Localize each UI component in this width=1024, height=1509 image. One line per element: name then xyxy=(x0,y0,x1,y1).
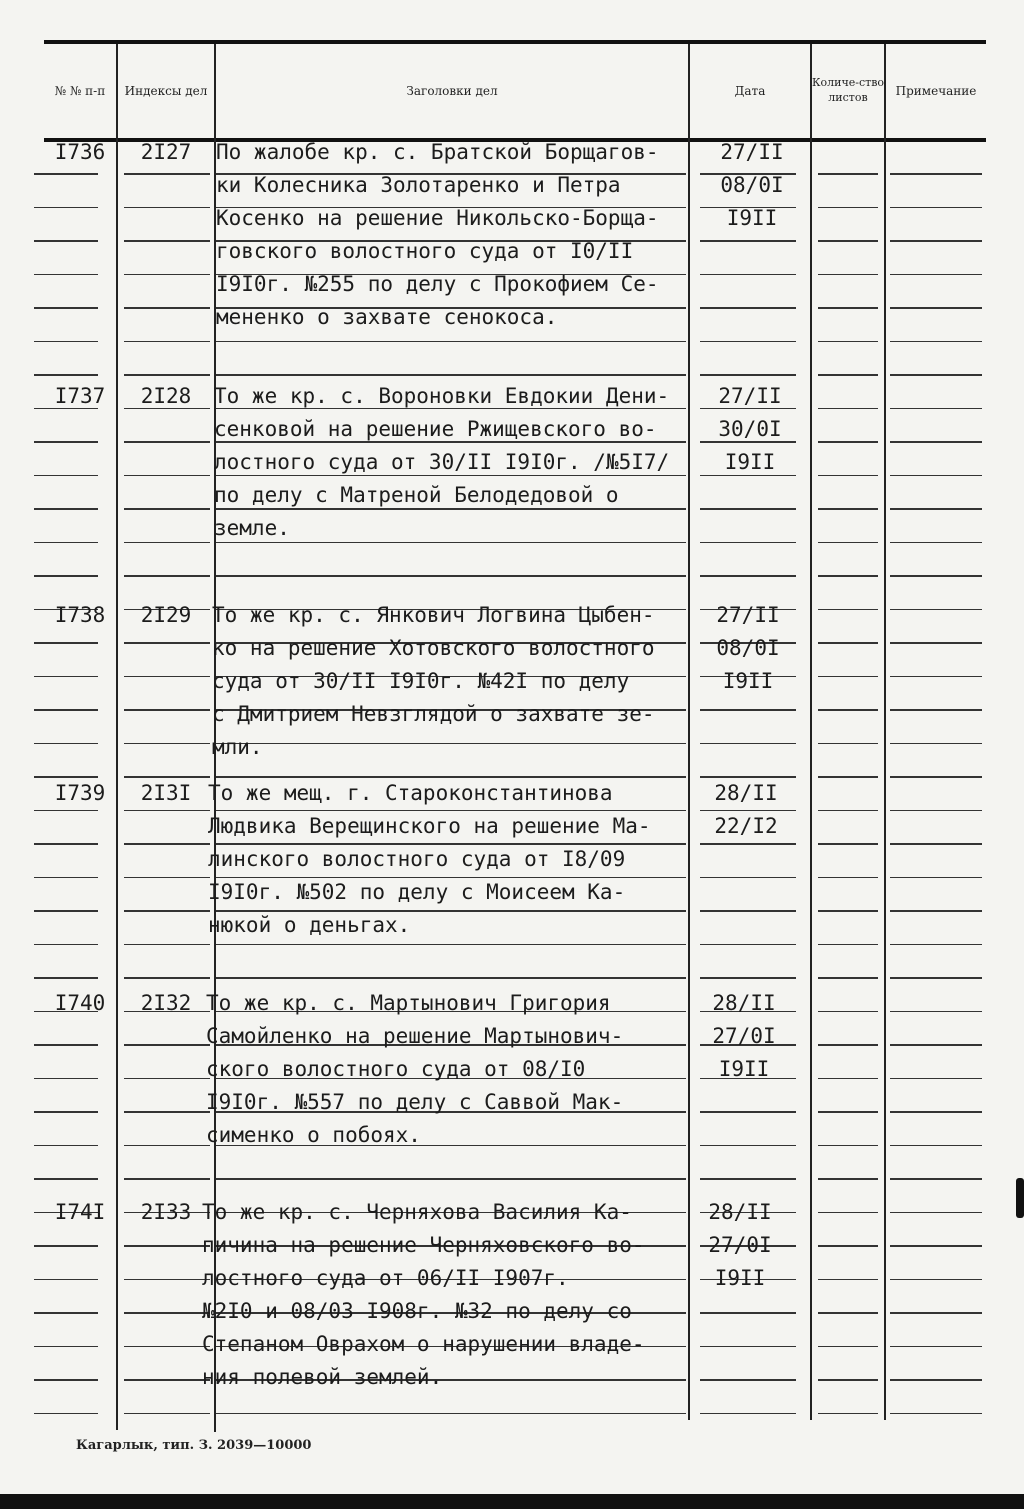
entry-title-line: По жалобе кр. с. Братской Борщагов- xyxy=(216,140,659,164)
column-dash xyxy=(818,1312,878,1314)
column-dash xyxy=(34,1346,98,1348)
entry-title-line: лостного суда от 30/II I9I0г. /№5I7/ xyxy=(214,450,670,474)
entry-number: I737 xyxy=(54,384,106,408)
column-dash xyxy=(700,776,796,778)
entry-date: I9II xyxy=(718,1057,770,1081)
column-dash xyxy=(818,944,878,946)
ruled-line xyxy=(216,810,686,812)
column-dash xyxy=(700,977,796,979)
ruled-line xyxy=(216,374,686,376)
column-dash xyxy=(890,1078,982,1080)
entry-title-line: I9I0г. №557 по делу с Саввой Мак- xyxy=(206,1090,624,1114)
column-dash xyxy=(124,642,210,644)
column-dash xyxy=(124,341,210,343)
entry-title-line: То же кр. с. Черняхова Василия Ка- xyxy=(202,1200,632,1224)
column-dash xyxy=(890,743,982,745)
column-divider xyxy=(810,44,812,1420)
entry-date: I9II xyxy=(722,669,774,693)
column-dash xyxy=(124,843,210,845)
entry-number: I74I xyxy=(54,1200,106,1224)
column-dash xyxy=(34,575,98,577)
entry-title-line: лостного суда от 06/II I907г. xyxy=(202,1266,569,1290)
column-dash xyxy=(124,1245,210,1247)
entry-title-line: с Дмитрием Невзглядой о захвате зе- xyxy=(212,702,655,726)
column-dash xyxy=(124,1279,210,1281)
entry-title-line: суда от 30/II I9I0г. №42I по делу xyxy=(212,669,630,693)
column-dash xyxy=(818,173,878,175)
column-dash xyxy=(818,1044,878,1046)
column-dash xyxy=(890,1379,982,1381)
column-dash xyxy=(890,1044,982,1046)
column-dash xyxy=(34,240,98,242)
column-dash xyxy=(818,843,878,845)
scan-bottom-bar xyxy=(0,1494,1024,1509)
column-dash xyxy=(890,341,982,343)
column-dash xyxy=(124,173,210,175)
column-divider xyxy=(116,44,118,1430)
column-dash xyxy=(818,441,878,443)
printer-footer: Кагарлык, тип. З. 2039—10000 xyxy=(76,1438,312,1453)
column-dash xyxy=(124,810,210,812)
entry-date: 28/II xyxy=(714,781,778,805)
column-dash xyxy=(34,1145,98,1147)
entry-title-line: ния полевой землей. xyxy=(202,1365,443,1389)
column-dash xyxy=(890,408,982,410)
column-dash xyxy=(34,274,98,276)
column-dash xyxy=(890,274,982,276)
ruled-line xyxy=(216,508,686,510)
column-dash xyxy=(34,642,98,644)
column-dash xyxy=(700,240,796,242)
column-dash xyxy=(124,374,210,376)
column-dash xyxy=(124,1044,210,1046)
entry-title-line: земле. xyxy=(214,516,290,540)
ruled-line xyxy=(216,944,686,946)
column-dash xyxy=(124,1413,210,1415)
column-dash xyxy=(890,1011,982,1013)
entry-index: 2I3I xyxy=(140,781,192,805)
ruled-line xyxy=(216,1178,686,1180)
column-dash xyxy=(34,307,98,309)
column-dash xyxy=(890,307,982,309)
ruled-line xyxy=(216,776,686,778)
column-dash xyxy=(124,1312,210,1314)
column-dash xyxy=(818,207,878,209)
column-dash xyxy=(34,1379,98,1381)
column-dash xyxy=(818,1078,878,1080)
column-dash xyxy=(124,508,210,510)
entry-title-line: То же кр. с. Мартынович Григория xyxy=(206,991,611,1015)
column-dash xyxy=(124,944,210,946)
ruled-line xyxy=(216,575,686,577)
entry-title-line: Людвика Верещинского на решение Ма- xyxy=(208,814,651,838)
column-dash xyxy=(700,575,796,577)
column-dash xyxy=(818,307,878,309)
entry-title-line: мли. xyxy=(212,735,263,759)
column-dash xyxy=(34,1044,98,1046)
entry-title-line: То же мещ. г. Староконстантинова xyxy=(208,781,613,805)
column-dash xyxy=(700,374,796,376)
entry-title-line: сименко о побоях. xyxy=(206,1123,421,1147)
column-divider xyxy=(884,44,886,1420)
column-dash xyxy=(890,1413,982,1415)
column-dash xyxy=(124,977,210,979)
ruled-line xyxy=(216,441,686,443)
entry-date: 27/II xyxy=(716,603,780,627)
ruled-line xyxy=(216,1413,686,1415)
column-dash xyxy=(890,1212,982,1214)
column-dash xyxy=(34,374,98,376)
entry-date: I9II xyxy=(726,206,778,230)
entry-number: I740 xyxy=(54,991,106,1015)
column-dash xyxy=(818,1279,878,1281)
entry-date: 08/0I xyxy=(716,636,780,660)
column-dash xyxy=(34,441,98,443)
column-dash xyxy=(890,810,982,812)
entry-date: 30/0I xyxy=(718,417,782,441)
entry-index: 2I28 xyxy=(140,384,192,408)
column-dash xyxy=(890,709,982,711)
header-note: Примечание xyxy=(895,83,977,98)
column-dash xyxy=(890,910,982,912)
entry-index: 2I27 xyxy=(140,140,192,164)
entry-number: I738 xyxy=(54,603,106,627)
column-dash xyxy=(34,1279,98,1281)
entry-index: 2I33 xyxy=(140,1200,192,1224)
column-dash xyxy=(700,1312,796,1314)
entry-title-line: линского волостного суда от I8/09 xyxy=(208,847,626,871)
column-dash xyxy=(818,508,878,510)
column-dash xyxy=(34,877,98,879)
column-dash xyxy=(890,207,982,209)
column-dash xyxy=(34,475,98,477)
column-dash xyxy=(818,877,878,879)
column-dash xyxy=(700,341,796,343)
column-dash xyxy=(890,977,982,979)
entry-title-line: Степаном Оврахом о нарушении владе- xyxy=(202,1332,645,1356)
entry-title-line: Косенко на решение Никольско-Борща- xyxy=(216,206,659,230)
column-dash xyxy=(700,1111,796,1113)
column-dash xyxy=(890,1145,982,1147)
entry-date: 22/I2 xyxy=(714,814,778,838)
column-dash xyxy=(700,709,796,711)
column-dash xyxy=(818,240,878,242)
entry-title-line: говского волостного суда от I0/II xyxy=(216,239,634,263)
column-dash xyxy=(700,1413,796,1415)
column-dash xyxy=(124,575,210,577)
column-dash xyxy=(124,1145,210,1147)
column-dash xyxy=(34,173,98,175)
entry-index: 2I29 xyxy=(140,603,192,627)
column-dash xyxy=(700,475,796,477)
entry-number: I736 xyxy=(54,140,106,164)
ruled-line xyxy=(216,977,686,979)
entry-number: I739 xyxy=(54,781,106,805)
column-dash xyxy=(818,743,878,745)
column-dash xyxy=(818,977,878,979)
column-dash xyxy=(818,1111,878,1113)
column-dash xyxy=(890,1245,982,1247)
column-dash xyxy=(700,508,796,510)
column-dash xyxy=(124,1379,210,1381)
column-dash xyxy=(124,910,210,912)
entry-date: 27/II xyxy=(718,384,782,408)
entry-date: 08/0I xyxy=(720,173,784,197)
entry-title-line: пичина на решение Черняховского во- xyxy=(202,1233,645,1257)
column-dash xyxy=(700,910,796,912)
column-dash xyxy=(890,676,982,678)
entry-title-line: нюкой о деньгах. xyxy=(208,913,411,937)
column-dash xyxy=(700,307,796,309)
column-dash xyxy=(34,1111,98,1113)
column-dash xyxy=(34,1245,98,1247)
column-dash xyxy=(890,173,982,175)
column-dash xyxy=(818,1178,878,1180)
entry-date: 27/II xyxy=(720,140,784,164)
column-dash xyxy=(124,475,210,477)
column-dash xyxy=(124,877,210,879)
column-dash xyxy=(818,1245,878,1247)
column-dash xyxy=(34,676,98,678)
column-dash xyxy=(124,441,210,443)
column-dash xyxy=(818,575,878,577)
column-dash xyxy=(34,1078,98,1080)
column-dash xyxy=(818,1145,878,1147)
column-dash xyxy=(34,810,98,812)
ruled-line xyxy=(216,877,686,879)
column-dash xyxy=(124,1346,210,1348)
column-dash xyxy=(700,1145,796,1147)
entry-title-line: ки Колесника Золотаренко и Петра xyxy=(216,173,621,197)
column-dash xyxy=(700,843,796,845)
column-dash xyxy=(124,1078,210,1080)
column-dash xyxy=(124,207,210,209)
column-dash xyxy=(818,609,878,611)
column-dash xyxy=(818,274,878,276)
column-dash xyxy=(890,508,982,510)
column-dash xyxy=(818,776,878,778)
column-dash xyxy=(124,307,210,309)
column-dash xyxy=(34,542,98,544)
column-dash xyxy=(34,743,98,745)
column-dash xyxy=(124,1178,210,1180)
ruled-line xyxy=(216,341,686,343)
column-dash xyxy=(124,743,210,745)
column-dash xyxy=(818,810,878,812)
column-dash xyxy=(34,508,98,510)
column-dash xyxy=(890,944,982,946)
entry-title-line: мененко о захвате сенокоса. xyxy=(216,305,558,329)
column-dash xyxy=(890,1178,982,1180)
column-dash xyxy=(700,743,796,745)
column-dash xyxy=(890,642,982,644)
ruled-line xyxy=(216,475,686,477)
column-dash xyxy=(890,575,982,577)
entry-title-line: То же кр. с. Янкович Логвина Цыбен- xyxy=(212,603,655,627)
column-dash xyxy=(890,1111,982,1113)
ruled-line xyxy=(216,542,686,544)
entry-title-line: по делу с Матреной Белодедовой о xyxy=(214,483,619,507)
entry-title-line: ко на решение Хотовского волостного xyxy=(212,636,655,660)
column-dash xyxy=(890,240,982,242)
column-dash xyxy=(890,542,982,544)
column-dash xyxy=(818,374,878,376)
column-dash xyxy=(890,877,982,879)
column-dash xyxy=(124,542,210,544)
header-quantity: Количе-ство листов xyxy=(812,76,885,104)
column-dash xyxy=(34,843,98,845)
column-dash xyxy=(700,1346,796,1348)
column-dash xyxy=(818,642,878,644)
entry-date: 27/0I xyxy=(708,1233,772,1257)
column-dash xyxy=(890,1279,982,1281)
entry-date: I9II xyxy=(714,1266,766,1290)
entry-title-line: ского волостного суда от 08/I0 xyxy=(206,1057,586,1081)
ruled-line xyxy=(216,743,686,745)
entry-title-line: То же кр. с. Вороновки Евдокии Дени- xyxy=(214,384,670,408)
column-dash xyxy=(700,944,796,946)
column-dash xyxy=(700,542,796,544)
column-dash xyxy=(818,341,878,343)
column-dash xyxy=(124,1111,210,1113)
column-dash xyxy=(34,977,98,979)
ruled-line xyxy=(216,843,686,845)
column-dash xyxy=(124,274,210,276)
column-dash xyxy=(124,240,210,242)
column-dash xyxy=(890,1346,982,1348)
entry-date: 28/II xyxy=(712,991,776,1015)
ruled-line xyxy=(216,910,686,912)
entry-title-line: Самойленко на решение Мартынович- xyxy=(206,1024,624,1048)
column-dash xyxy=(890,609,982,611)
entry-title-line: I9I0г. №502 по делу с Моисеем Ка- xyxy=(208,880,626,904)
column-dash xyxy=(818,709,878,711)
column-dash xyxy=(890,843,982,845)
column-dash xyxy=(34,776,98,778)
column-dash xyxy=(818,408,878,410)
entry-title-line: №2I0 и 08/03 I908г. №32 по делу со xyxy=(202,1299,632,1323)
entry-date: 28/II xyxy=(708,1200,772,1224)
column-dash xyxy=(890,475,982,477)
column-dash xyxy=(818,1346,878,1348)
column-dash xyxy=(818,542,878,544)
column-dash xyxy=(818,1379,878,1381)
entry-date: 27/0I xyxy=(712,1024,776,1048)
scan-edge-mark xyxy=(1016,1178,1024,1218)
column-dash xyxy=(818,910,878,912)
header-date: Дата xyxy=(734,83,766,98)
column-dash xyxy=(818,475,878,477)
column-dash xyxy=(34,709,98,711)
column-dash xyxy=(818,1212,878,1214)
entry-title-line: сенковой на решение Ржищевского во- xyxy=(214,417,657,441)
header-number: № № п-п xyxy=(54,83,106,98)
column-dash xyxy=(34,1178,98,1180)
column-dash xyxy=(700,810,796,812)
column-dash xyxy=(890,776,982,778)
entry-index: 2I32 xyxy=(140,991,192,1015)
column-dash xyxy=(890,374,982,376)
column-dash xyxy=(34,1413,98,1415)
column-dash xyxy=(700,1379,796,1381)
header-index: Индексы дел xyxy=(124,83,208,98)
entry-title-line: I9I0г. №255 по делу с Прокофием Се- xyxy=(216,272,659,296)
column-dash xyxy=(818,1011,878,1013)
column-dash xyxy=(700,441,796,443)
column-dash xyxy=(34,910,98,912)
column-dash xyxy=(34,1312,98,1314)
column-dash xyxy=(890,1312,982,1314)
entry-date: I9II xyxy=(724,450,776,474)
column-dash xyxy=(818,676,878,678)
column-dash xyxy=(34,341,98,343)
column-dash xyxy=(890,441,982,443)
column-dash xyxy=(700,877,796,879)
column-dash xyxy=(124,776,210,778)
column-dash xyxy=(124,709,210,711)
column-dash xyxy=(124,676,210,678)
header-title: Заголовки дел xyxy=(406,83,498,98)
column-dash xyxy=(700,274,796,276)
column-dash xyxy=(818,1413,878,1415)
column-dash xyxy=(700,1178,796,1180)
column-dash xyxy=(34,207,98,209)
column-dash xyxy=(34,944,98,946)
